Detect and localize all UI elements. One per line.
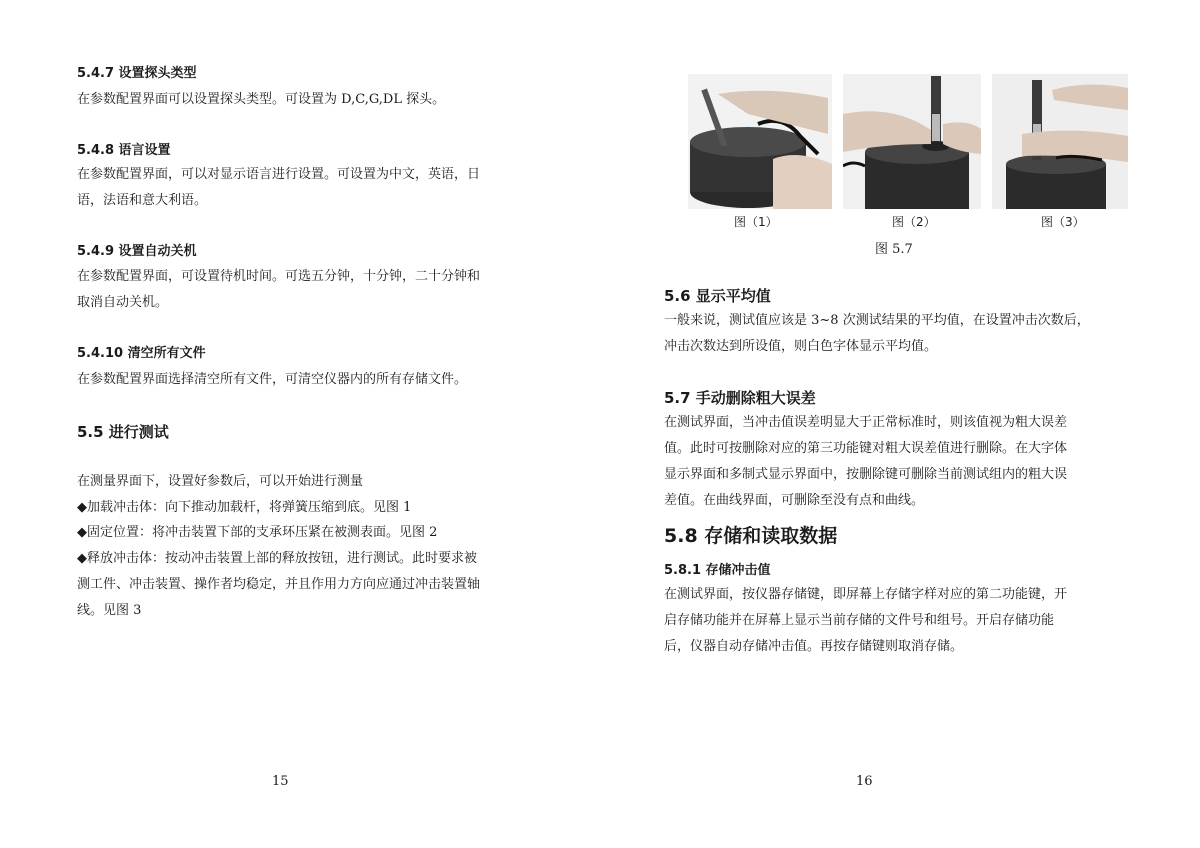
paragraph-line: 在参数配置界面可以设置探头类型。可设置为 D,C,G,DL 探头。 (77, 92, 446, 107)
figure-photo-1 (688, 74, 832, 209)
page-number: 15 (272, 774, 289, 789)
figure-photo-3 (992, 74, 1128, 209)
figure-caption-2: 图（2） (892, 215, 936, 229)
paragraph-line: 测工件、冲击装置、操作者均稳定，并且作用力方向应通过冲击装置轴 (77, 577, 481, 592)
hardness-tester-positioning-illustration (843, 74, 981, 209)
paragraph-line: 取消自动关机。 (77, 295, 169, 310)
section-heading-5-8-1: 5.8.1 存储冲击值 (664, 563, 771, 578)
paragraph-line: 后，仪器自动存储冲击值。再按存储键则取消存储。 (664, 639, 964, 654)
section-heading-5-4-7: 5.4.7 设置探头类型 (77, 66, 197, 81)
paragraph-line: 启存储功能并在屏幕上显示当前存储的文件号和组号。开启存储功能 (664, 613, 1055, 628)
hardness-tester-loading-illustration (688, 74, 832, 209)
hardness-tester-release-illustration (992, 74, 1128, 209)
paragraph-line: 一般来说，测试值应该是 3~8 次测试结果的平均值，在设置冲击次数后， (664, 313, 1090, 328)
paragraph-line: 在参数配置界面，可以对显示语言进行设置。可设置为中文，英语，日 (77, 167, 481, 182)
paragraph-line: 在参数配置界面选择清空所有文件，可清空仪器内的所有存储文件。 (77, 372, 468, 387)
paragraph-line: 语，法语和意大利语。 (77, 193, 208, 208)
paragraph-line: 差值。在曲线界面，可删除至没有点和曲线。 (664, 493, 925, 508)
figure-photo-2 (843, 74, 981, 209)
bullet-item: ◆固定位置：将冲击装置下部的支承环压紧在被测表面。见图 2 (77, 525, 438, 540)
figure-caption-3: 图（3） (1041, 215, 1085, 229)
section-heading-5-6: 5.6 显示平均值 (664, 287, 771, 305)
section-heading-5-7: 5.7 手动删除粗大误差 (664, 389, 816, 407)
paragraph-line: 在测量界面下，设置好参数后，可以开始进行测量 (77, 474, 364, 489)
bullet-item: ◆释放冲击体：按动冲击装置上部的释放按钮，进行测试。此时要求被 (77, 551, 477, 566)
section-heading-5-5: 5.5 进行测试 (77, 423, 169, 441)
bullet-item: ◆加载冲击体：向下推动加载杆，将弹簧压缩到底。见图 1 (77, 500, 412, 515)
section-heading-5-4-10: 5.4.10 清空所有文件 (77, 346, 206, 361)
paragraph-line: 冲击次数达到所设值，则白色字体显示平均值。 (664, 339, 938, 354)
section-heading-5-4-8: 5.4.8 语言设置 (77, 143, 171, 158)
section-heading-5-4-9: 5.4.9 设置自动关机 (77, 244, 197, 259)
figure-title: 图 5.7 (875, 242, 913, 257)
paragraph-line: 在测试界面，按仪器存储键，即屏幕上存储字样对应的第二功能键，开 (664, 587, 1068, 602)
paragraph-line: 在参数配置界面，可设置待机时间。可选五分钟，十分钟，二十分钟和 (77, 269, 481, 284)
paragraph-line: 线。见图 3 (77, 603, 142, 618)
paragraph-line: 显示界面和多制式显示界面中，按删除键可删除当前测试组内的粗大误 (664, 467, 1068, 482)
page-number: 16 (856, 774, 873, 789)
paragraph-line: 值。此时可按删除对应的第三功能键对粗大误差值进行删除。在大字体 (664, 441, 1068, 456)
paragraph-line: 在测试界面，当冲击值误差明显大于正常标准时，则该值视为粗大误差 (664, 415, 1068, 430)
figure-caption-1: 图（1） (734, 215, 778, 229)
section-heading-5-8: 5.8 存储和读取数据 (664, 525, 838, 547)
right-page (600, 0, 1200, 848)
